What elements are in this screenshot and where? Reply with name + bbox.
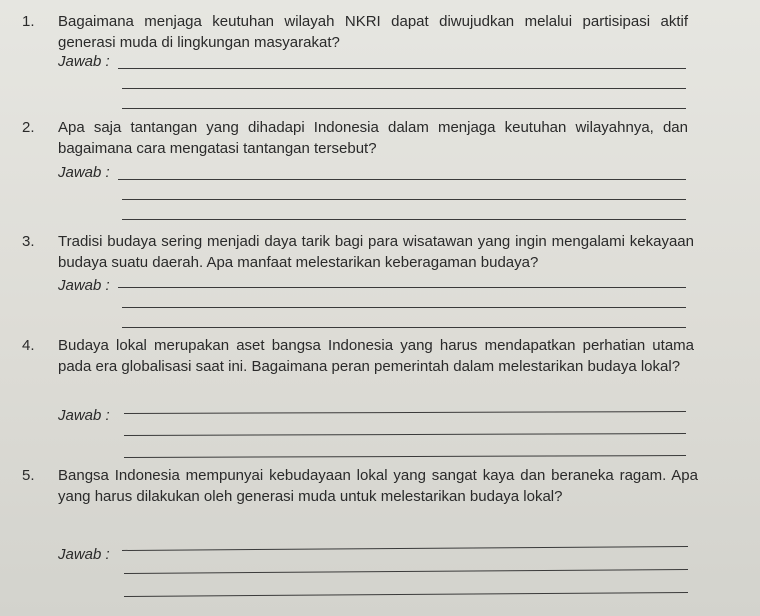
answer-line[interactable] <box>122 307 686 308</box>
question-number: 5. <box>22 467 35 484</box>
question-text: Apa saja tantangan yang dihadapi Indonesia dalam menjaga keutuhan wilayahnya, dan bagaimana cara mengatasi tantangan tersebut? <box>58 119 688 157</box>
answer-line[interactable] <box>118 179 686 180</box>
question-text: Budaya lokal merupakan aset bangsa Indonesia yang harus mendapatkan perhatian utama pada era globalisasi saat ini. Bagaimana peran pemerintah dalam melestarikan budaya lokal? <box>58 337 694 375</box>
question-number: 4. <box>22 337 35 354</box>
answer-line[interactable] <box>124 455 686 458</box>
answer-line[interactable] <box>124 411 686 414</box>
question-text: Tradisi budaya sering menjadi daya tarik bagi para wisatawan yang ingin mengalami kekayaan budaya suatu daerah. Apa manfaat melestarikan keberagaman budaya? <box>58 233 694 271</box>
question-text: Bagaimana menjaga keutuhan wilayah NKRI dapat diwujudkan melalui partisipasi aktif generasi muda di lingkungan masyarakat? <box>58 13 688 51</box>
answer-line[interactable] <box>124 592 688 597</box>
answer-label: Jawab : <box>58 407 110 424</box>
question-number: 2. <box>22 119 35 136</box>
question-text: Bangsa Indonesia mempunyai kebudayaan lokal yang sangat kaya dan beraneka ragam. Apa yang harus dilakukan oleh generasi muda untuk melestarikan budaya lokal? <box>58 467 698 505</box>
answer-line[interactable] <box>124 569 688 574</box>
answer-line[interactable] <box>122 199 686 200</box>
answer-line[interactable] <box>118 287 686 288</box>
answer-line[interactable] <box>122 108 686 109</box>
answer-label: Jawab : <box>58 53 110 70</box>
question-number: 3. <box>22 233 35 250</box>
question-number: 1. <box>22 13 35 30</box>
answer-label: Jawab : <box>58 164 110 181</box>
answer-label: Jawab : <box>58 546 110 563</box>
answer-line[interactable] <box>122 88 686 89</box>
answer-line[interactable] <box>118 68 686 69</box>
answer-line[interactable] <box>122 327 686 328</box>
answer-label: Jawab : <box>58 277 110 294</box>
answer-line[interactable] <box>122 219 686 220</box>
answer-line[interactable] <box>122 546 688 551</box>
answer-line[interactable] <box>124 433 686 436</box>
